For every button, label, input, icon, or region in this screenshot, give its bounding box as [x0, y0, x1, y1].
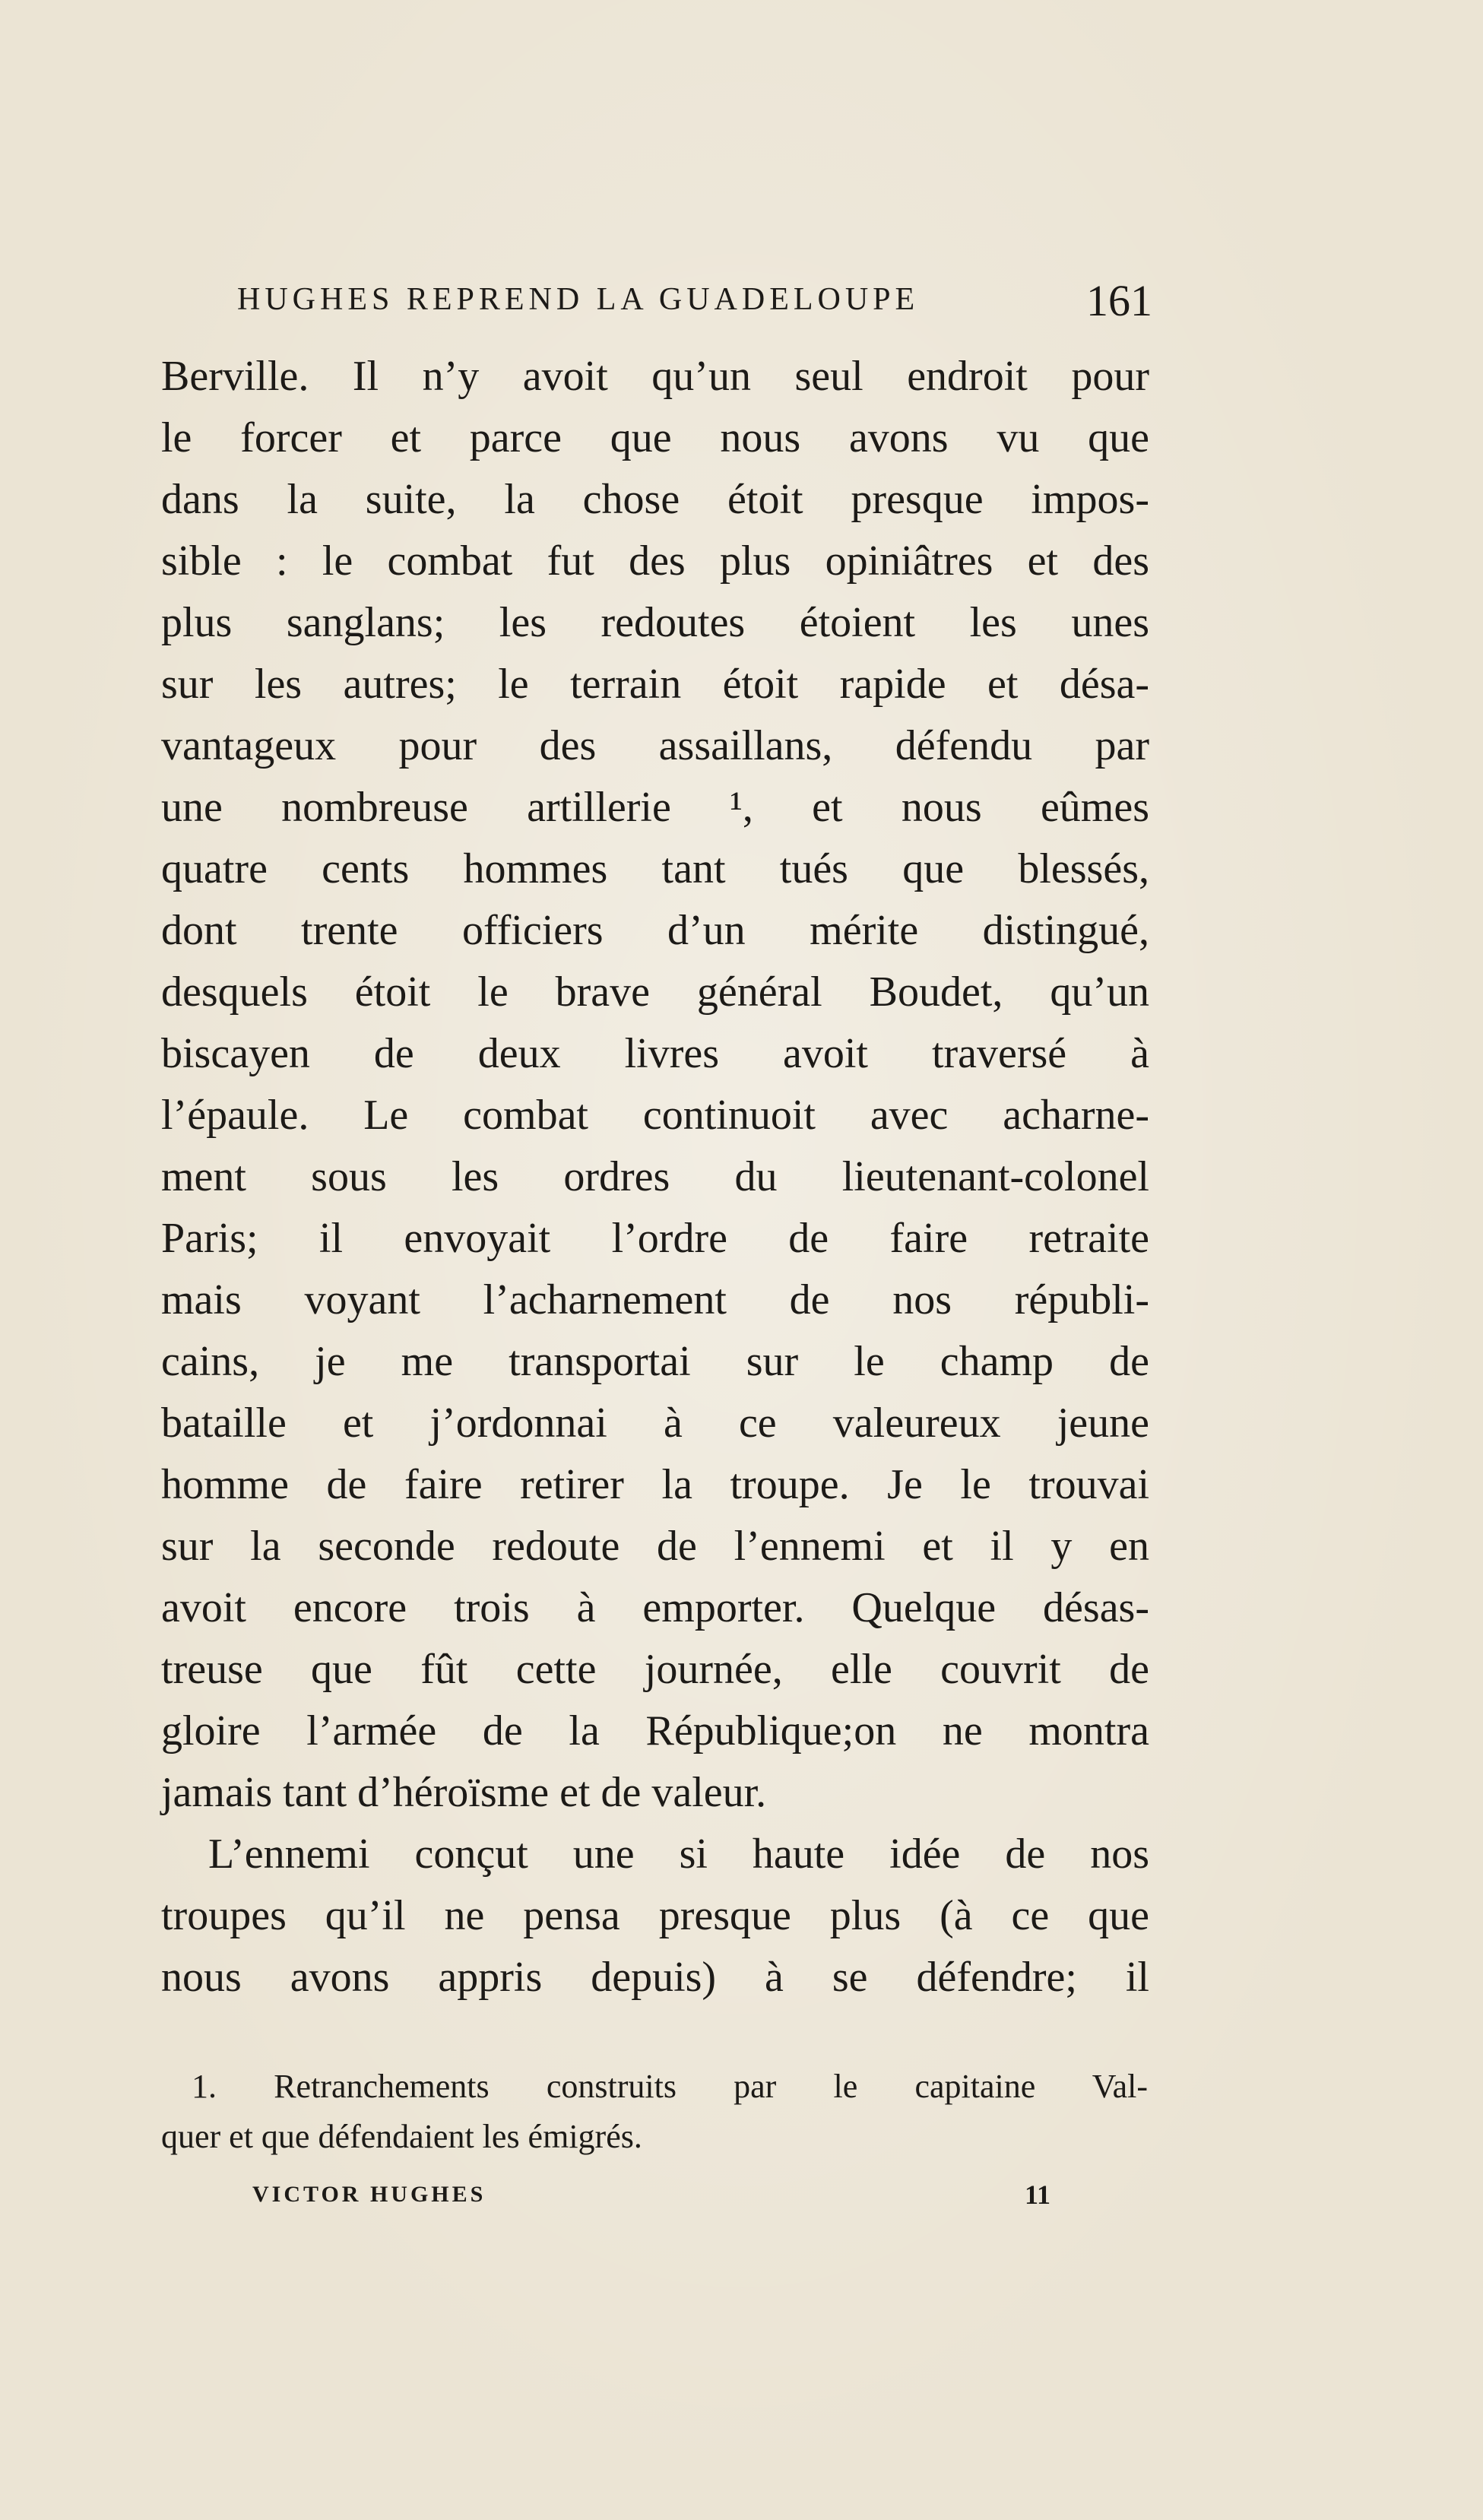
text-line: une nombreuse artillerie ¹, et nous eûmes	[161, 784, 1149, 831]
signature-title: VICTOR HUGHES	[252, 2182, 486, 2207]
text-line: sur les autres; le terrain étoit rapide et désa-	[161, 661, 1149, 708]
running-title: HUGHES REPREND LA GUADELOUPE	[237, 282, 920, 317]
body-text	[161, 346, 1149, 2008]
text-line: gloire l’armée de la République;on ne montra	[161, 1707, 1149, 1754]
text-line: jamais tant d’héroïsme et de valeur.	[161, 1769, 767, 1816]
text-line: dans la suite, la chose étoit presque impos-	[161, 476, 1149, 523]
text-line: Berville. Il n’y avoit qu’un seul endroit pour	[161, 353, 1149, 400]
text-line: vantageux pour des assaillans, défendu par	[161, 722, 1149, 769]
text-line: L’ennemi conçut une si haute idée de nos	[208, 1831, 1149, 1878]
text-line: sur la seconde redoute de l’ennemi et il y en	[161, 1523, 1149, 1570]
text-line: mais voyant l’acharnement de nos républi-	[161, 1276, 1149, 1323]
text-line: bataille et j’ordonnai à ce valeureux jeune	[161, 1399, 1149, 1447]
text-line: plus sanglans; les redoutes étoient les unes	[161, 599, 1149, 646]
signature-number: 11	[1024, 2179, 1050, 2210]
text-line: troupes qu’il ne pensa presque plus (à ce que	[161, 1892, 1149, 1939]
text-line: sible : le combat fut des plus opiniâtres et des	[161, 537, 1149, 585]
text-line: nous avons appris depuis) à se défendre; il	[161, 1954, 1149, 2001]
text-line: biscayen de deux livres avoit traversé à	[161, 1030, 1149, 1077]
text-line: homme de faire retirer la troupe. Je le trouvai	[161, 1461, 1149, 1508]
text-line: quatre cents hommes tant tués que blessés,	[161, 845, 1149, 892]
footnote	[161, 2062, 1148, 2162]
text-line: dont trente officiers d’un mérite distingué,	[161, 907, 1149, 954]
text-line: treuse que fût cette journée, elle couvrit de	[161, 1646, 1149, 1693]
page-number: 161	[1086, 276, 1152, 325]
text-line: ment sous les ordres du lieutenant-colonel	[161, 1153, 1149, 1200]
text-line: le forcer et parce que nous avons vu que	[161, 414, 1149, 461]
text-line: cains, je me transportai sur le champ de	[161, 1338, 1149, 1385]
footnote-line: 1. Retranchements construits par le capitaine Val-	[192, 2068, 1148, 2105]
running-head	[237, 275, 1152, 325]
text-line: Paris; il envoyait l’ordre de faire retraite	[161, 1215, 1149, 1262]
footnote-line: quer et que défendaient les émigrés.	[161, 2118, 642, 2155]
text-line: avoit encore trois à emporter. Quelque désas-	[161, 1584, 1149, 1631]
signature-line	[252, 2179, 1050, 2220]
text-line: l’épaule. Le combat continuoit avec acharne-	[161, 1092, 1149, 1139]
text-line: desquels étoit le brave général Boudet, qu’un	[161, 968, 1149, 1016]
